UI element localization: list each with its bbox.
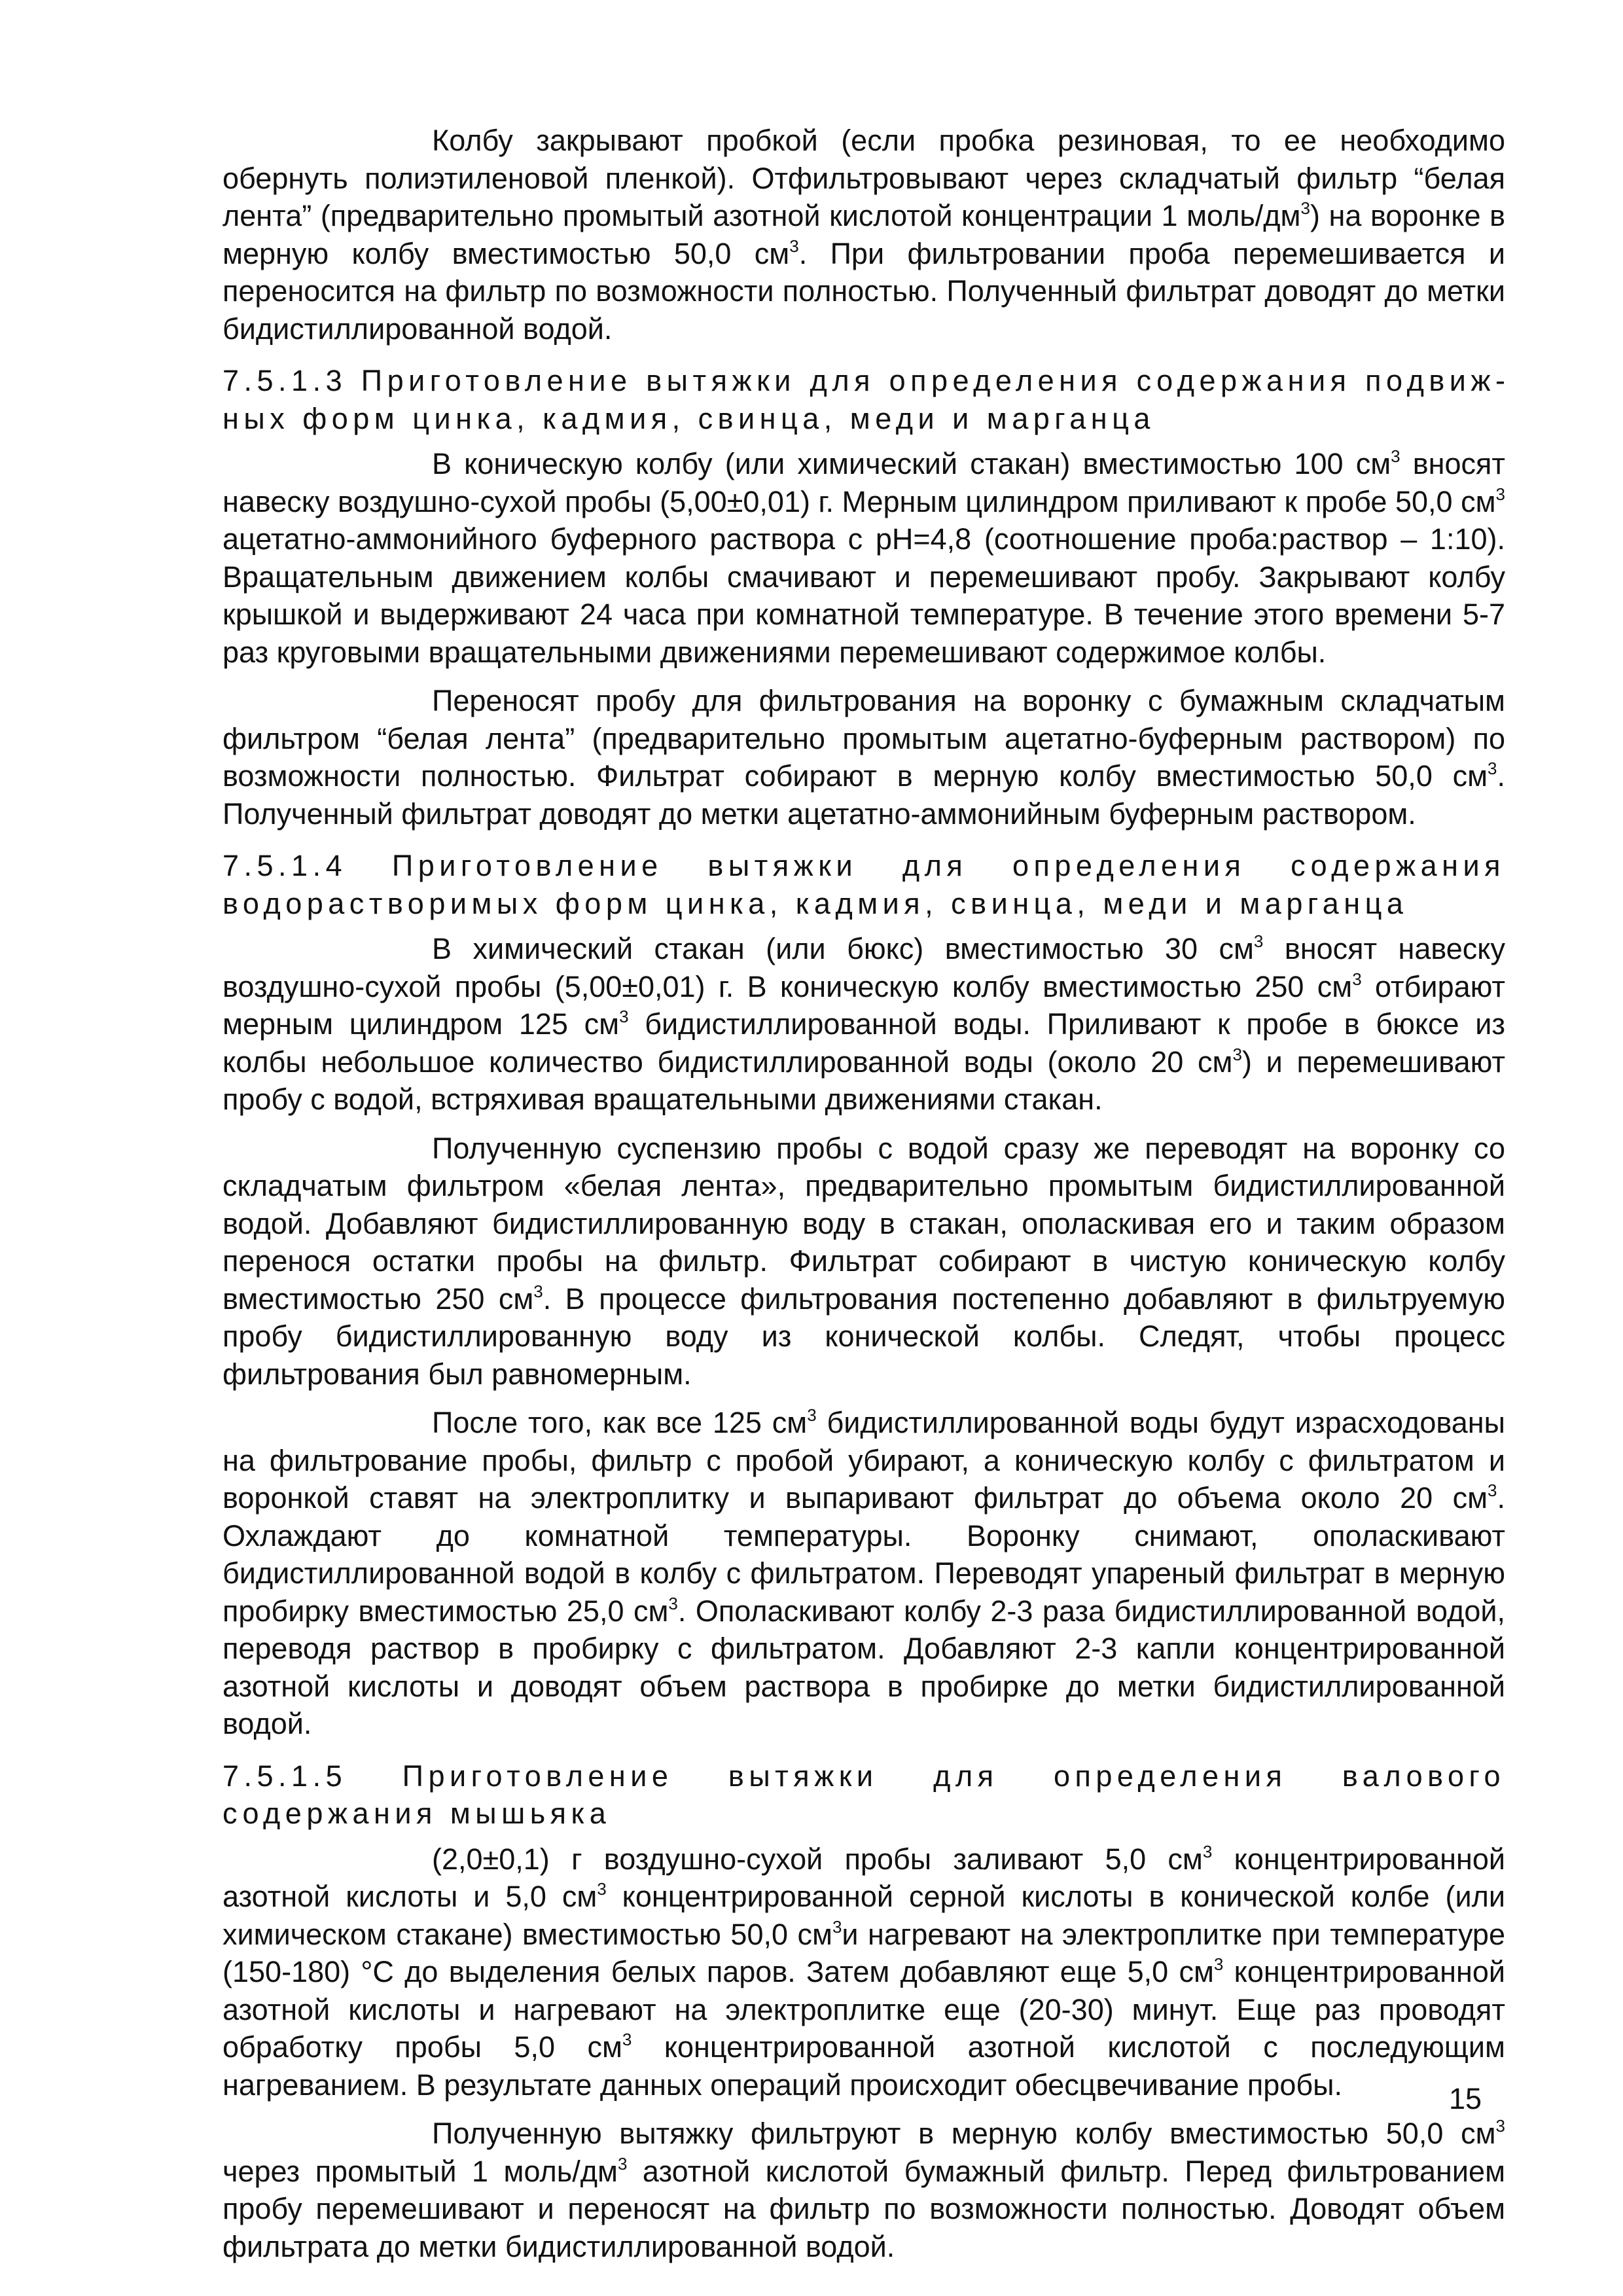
superscript: 3 bbox=[617, 2153, 628, 2174]
text-run: Колбу закрывают пробкой (если пробка резиновая, то ее необходимо обернуть полиэтиленовой пленкой). Отфильтровывают через складчатый фильтр “белая лента” (предварительно промытый азотной кислотой концентрации 1 моль/дм bbox=[223, 124, 1505, 232]
text-run: бидистиллированной воды будут израсходованы на фильтрование пробы, фильтр с пробой убирают, а коническую колбу с фильтратом и воронкой ставят на электроплитку и выпаривают фильтрат до объема около 20 см bbox=[223, 1406, 1506, 1515]
text-run: через промытый 1 моль/дм bbox=[223, 2154, 618, 2188]
text-run: ацетатно-аммонийного буферного раствора с pH=4,8 (соотношение проба:раствор – 1:10). Вращательным движением колбы смачивают и перемешивают пробу. Закрывают колбу крышкой и выдерживают 24 часа при комнатной температуре. В течение этого времени 5-7 раз круговыми вращательными движениями перемешивают содержимое колбы. bbox=[223, 522, 1505, 669]
paragraph-arsenic-digestion bbox=[223, 1840, 1505, 2104]
text-run: концентрированной азотной кислотой с последующим нагреванием. В результате данных операций происходит обесцвечивание пробы. bbox=[223, 2030, 1505, 2102]
text-run: Полученную вытяжку фильтруют в мерную колбу вместимостью 50,0 см bbox=[432, 2117, 1496, 2150]
text-run: бидистиллированной воды. Приливают к пробе в бюксе из колбы небольшое количество бидистиллированной воды (около 20 см bbox=[223, 1007, 1505, 1079]
superscript: 3 bbox=[807, 1405, 817, 1425]
text-run: концентрированной азотной кислоты и 5,0 см bbox=[223, 1842, 1505, 1913]
paragraph-arsenic-filtration bbox=[223, 2115, 1505, 2265]
text-run: концентрированной серной кислоты в конической колбе (или химическом стакане) вместимостью 50,0 см bbox=[223, 1880, 1506, 1951]
paragraph-water-soluble-extraction bbox=[223, 930, 1505, 1119]
text-run: . Охлаждают до комнатной температуры. Воронку снимают, ополаскивают бидистиллированной водой в колбу с фильтратом. Переводят упареный фильтрат в мерную пробирку вместимостью 25,0 см bbox=[223, 1481, 1505, 1628]
text-run: концентрированной азотной кислоты и нагревают на электроплитке еще (20-30) минут. Еще раз проводят обработку пробы 5,0 см bbox=[223, 1955, 1505, 2064]
text-run: Полученную суспензию пробы с водой сразу же переводят на воронку со складчатым фильтром «белая лента», предварительно промытым бидистиллированной водой. Добавляют бидистиллированную воду в стакан, ополаскивая его и таким образом перенося остатки пробы на фильтр. Фильтрат собирают в чистую коническую колбу вместимостью 250 см bbox=[223, 1131, 1505, 1316]
superscript: 3 bbox=[622, 2030, 632, 2049]
superscript: 3 bbox=[1253, 931, 1264, 951]
page-number: 15 bbox=[1449, 2082, 1482, 2115]
text-run: ) на воронке в мерную колбу вместимостью 50,0 см bbox=[223, 199, 1505, 270]
superscript: 3 bbox=[668, 1593, 678, 1613]
section-heading-7-5-1-4: 7.5.1.4 Приготовление вытяжки для определения содержания водорастворимых форм цинка, кадмия, свинца, меди и марганца bbox=[223, 849, 1505, 920]
text-run: В коническую колбу (или химический стакан) вместимостью 100 см bbox=[432, 447, 1391, 480]
superscript: 3 bbox=[1488, 1480, 1497, 1500]
document-page bbox=[223, 122, 1505, 2276]
superscript: 3 bbox=[1495, 484, 1505, 504]
text-run: вносят навеску воздушно-сухой пробы (5,00±0,01) г. Мерным цилиндром приливают к пробе 50,0 см bbox=[223, 447, 1505, 518]
superscript: 3 bbox=[1488, 759, 1497, 778]
text-run: . В процессе фильтрования постепенно добавляют в фильтруемую пробу бидистиллированную воду из конической колбы. Следят, чтобы процесс фильтрования был равномерным. bbox=[223, 1282, 1506, 1391]
superscript: 3 bbox=[533, 1281, 543, 1301]
text-run: . При фильтровании проба перемешивается и переносится на фильтр по возможности полностью. Полученный фильтрат доводят до метки бидистиллированной водой. bbox=[223, 236, 1506, 346]
superscript: 3 bbox=[832, 1916, 842, 1937]
paragraph-mobile-forms-filtration bbox=[223, 682, 1505, 833]
text-run: (2,0±0,1) г воздушно-сухой пробы заливают 5,0 см bbox=[432, 1842, 1203, 1876]
superscript: 3 bbox=[619, 1007, 629, 1026]
paragraph-mobile-forms-extraction bbox=[223, 445, 1505, 671]
text-run: и нагревают на электроплитке при температуре (150-180) °С до выделения белых паров. Затем добавляют еще 5,0 см bbox=[223, 1917, 1505, 1988]
text-run: После того, как все 125 см bbox=[432, 1406, 808, 1439]
paragraph-evaporation bbox=[223, 1404, 1505, 1743]
paragraph-suspension-filtration bbox=[223, 1130, 1505, 1393]
text-run: . Полученный фильтрат доводят до метки ацетатно-аммонийным буферным раствором. bbox=[223, 759, 1505, 831]
text-run: В химический стакан (или бюкс) вместимостью 30 см bbox=[432, 932, 1254, 965]
section-heading-7-5-1-5: 7.5.1.5 Приготовление вытяжки для определения валового содержания мышьяка bbox=[223, 1759, 1505, 1830]
superscript: 3 bbox=[1300, 198, 1310, 218]
superscript: 3 bbox=[1232, 1044, 1242, 1064]
superscript: 3 bbox=[1213, 1954, 1224, 1974]
paragraph-filtration-nitric bbox=[223, 122, 1505, 348]
superscript: 3 bbox=[1352, 969, 1362, 989]
text-run: . Ополаскивают колбу 2-3 раза бидистиллированной водой, переводя раствор в пробирку с фильтратом. Добавляют 2-3 капли концентрированной азотной кислоты и доводят объем раствора в пробирке до метки бидистиллированной водой. bbox=[223, 1594, 1506, 1740]
text-run: азотной кислотой бумажный фильтр. Перед фильтрованием пробу перемешивают и переносят на фильтр по возможности полностью. Доводят объем фильтрата до метки бидистиллированной водой. bbox=[223, 2154, 1505, 2263]
text-run: Переносят пробу для фильтрования на воронку с бумажным складчатым фильтром “белая лента” (предварительно промытым ацетатно-буферным раствором) по возможности полностью. Фильтрат собирают в мерную колбу вместимостью 50,0 см bbox=[223, 684, 1505, 793]
superscript: 3 bbox=[789, 236, 799, 256]
superscript: 3 bbox=[1202, 1841, 1213, 1861]
text-run: отбирают мерным цилиндром 125 см bbox=[223, 969, 1505, 1041]
text-run: вносят навеску воздушно-сухой пробы (5,00±0,01) г. В коническую колбу вместимостью 250 см bbox=[223, 932, 1506, 1003]
text-run: ) и перемешивают пробу с водой, встряхивая вращательными движениями стакан. bbox=[223, 1045, 1505, 1116]
section-heading-7-5-1-3: 7.5.1.3 Приготовление вытяжки для определения содержания подвижных форм цинка, кадмия, свинца, меди и марганца bbox=[223, 364, 1505, 435]
superscript: 3 bbox=[597, 1879, 607, 1899]
superscript: 3 bbox=[1391, 446, 1400, 466]
superscript: 3 bbox=[1495, 2116, 1505, 2136]
